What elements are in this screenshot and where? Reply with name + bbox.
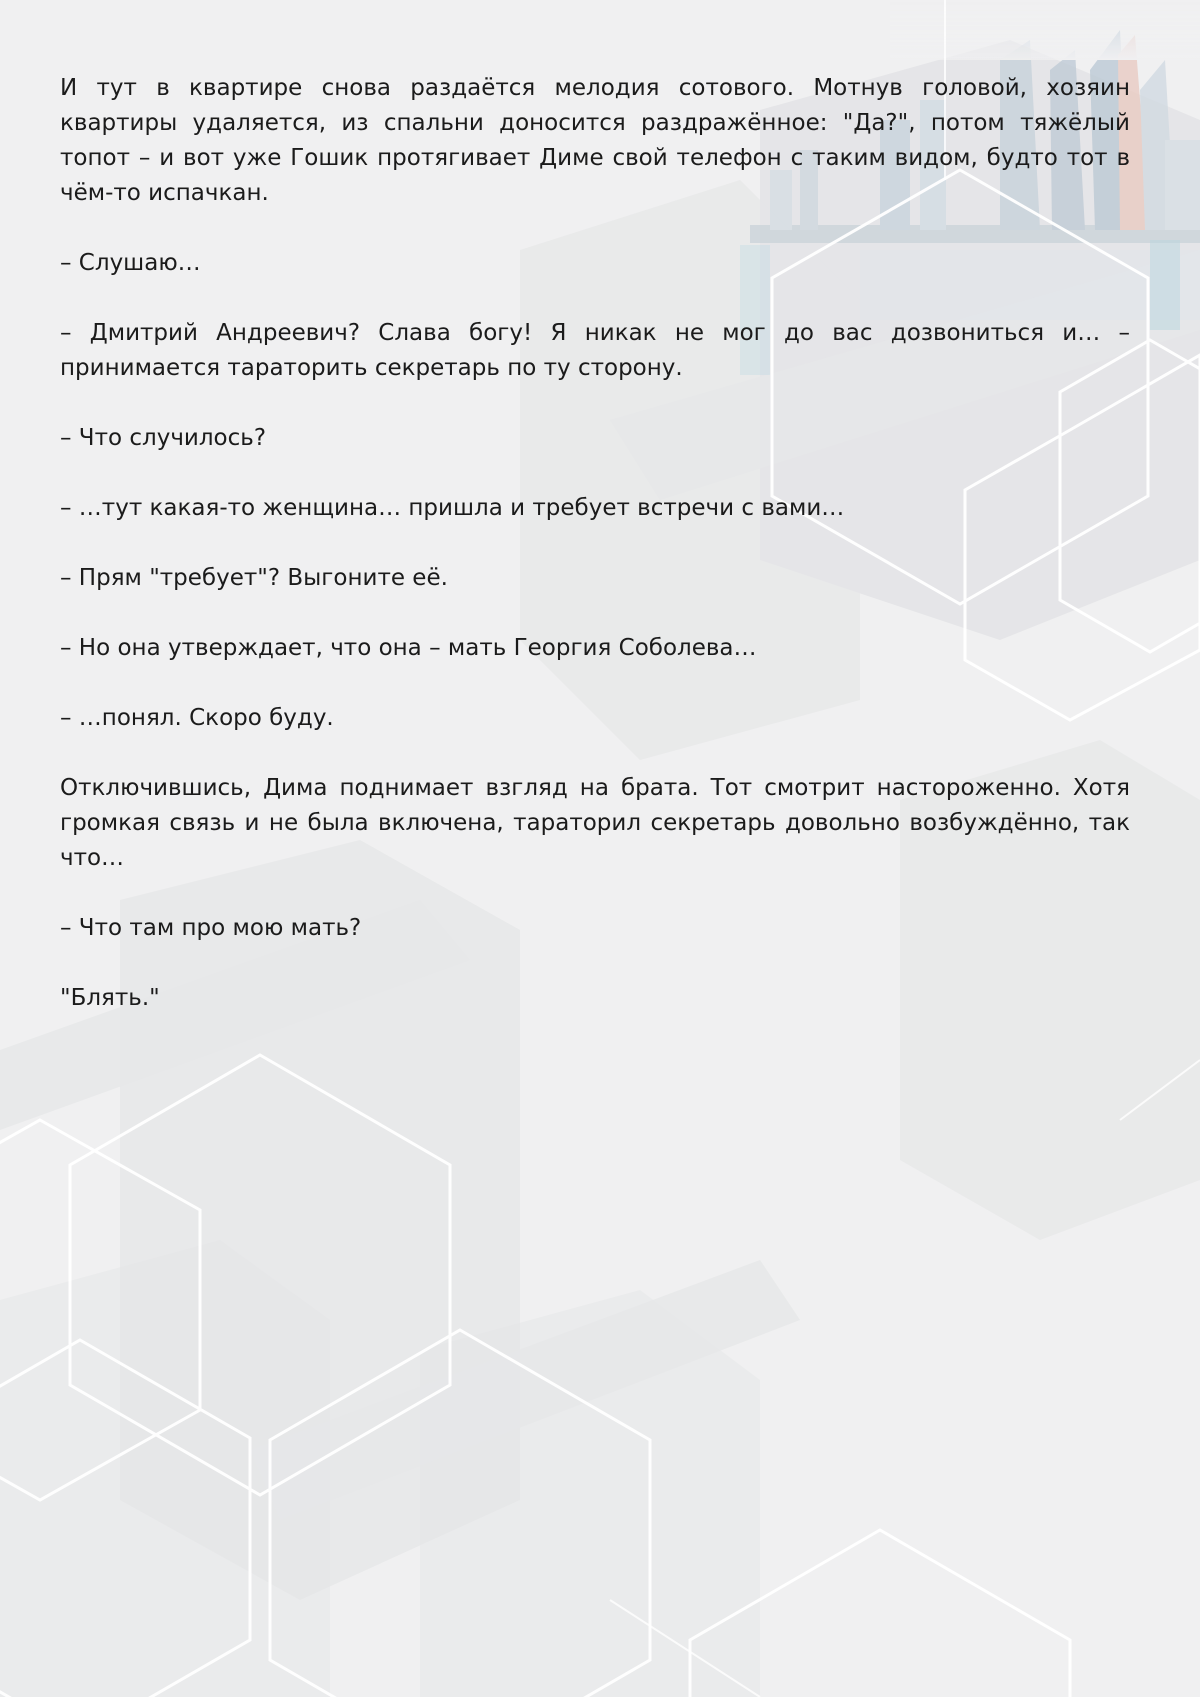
paragraph-4: – Что случилось?	[60, 425, 267, 451]
paragraph-7: – Но она утверждает, что она – мать Георгия Соболева…	[60, 635, 757, 661]
paragraph-8: – …понял. Скоро буду.	[60, 705, 334, 731]
paragraph-2: – Слушаю…	[60, 250, 201, 276]
paragraph-1: И тут в квартире снова раздаётся мелодия сотового. Мотнув головой, хозяин квартиры удаляется, из спальни доносится раздражённое: "Да?", потом тяжёлый топот – и вот уже Гошик протягивает Диме свой телефон с таким видом, будто тот в чём-то испачкан.	[60, 75, 1130, 206]
paragraph-10: – Что там про мою мать?	[60, 915, 362, 941]
paragraph-6: – Прям "требует"? Выгоните её.	[60, 565, 448, 591]
story-text	[60, 71, 1130, 1016]
paragraph-3: – Дмитрий Андреевич? Слава богу! Я никак не мог до вас дозвониться и… – принимается тараторить секретарь по ту сторону.	[60, 320, 1130, 381]
paragraph-5: – …тут какая-то женщина… пришла и требует встречи с вами…	[60, 495, 845, 521]
paragraph-11: "Блять."	[60, 985, 160, 1011]
paragraph-9: Отключившись, Дима поднимает взгляд на брата. Тот смотрит настороженно. Хотя громкая связь и не была включена, тараторил секретарь довольно возбуждённо, так что…	[60, 775, 1130, 871]
